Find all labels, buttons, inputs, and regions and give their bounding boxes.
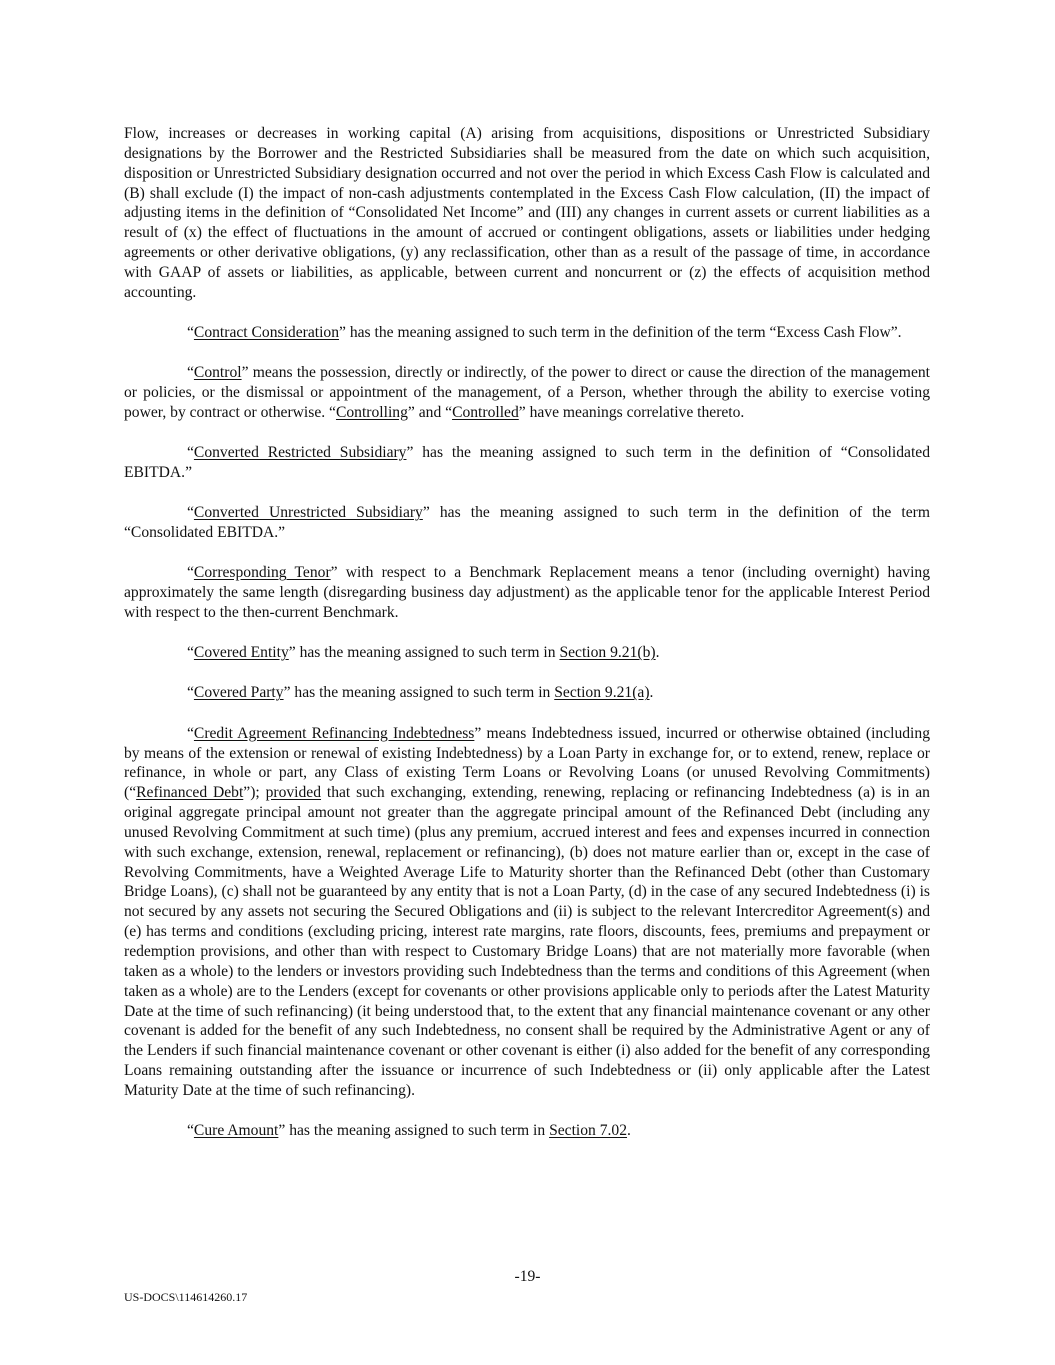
- definition-text: ” has the meaning assigned to such term in the definition of the term “Consolidated EBITDA.”: [124, 504, 930, 542]
- paragraph-flow-continuation: Flow, increases or decreases in working capital (A) arising from acquisitions, dispositions or Unrestricted Subsidiary designations by the Borrower and the Restricted Subsidiaries shall be measured from the date on which such acquisition, disposition or Unrestricted Subsidiary designation occurred and not over the period in which Excess Cash Flow is calculated and (B) shall exclude (I) the impact of non-cash adjustments contemplated in the Excess Cash Flow calculation, (II) the impact of adjusting items in the definition of “Consolidated Net Income” and (III) any changes in current assets or current liabilities as a result of (x) the effect of fluctuations in the amount of accrued or contingent obligations, assets or liabilities under hedging agreements or other derivative obligations, (y) any reclassification, other than as a result of the passage of time, in accordance with GAAP of assets or liabilities, as applicable, between current and noncurrent or (z) the effects of acquisition method accounting.: [124, 125, 930, 301]
- open-quote: “: [187, 564, 194, 582]
- defined-term-credit-agreement-refinancing-indebtedness: Credit Agreement Refinancing Indebtedness: [193, 724, 475, 742]
- document-page: [124, 124, 930, 1161]
- definition-covered-entity: [124, 643, 930, 663]
- definition-control: [124, 363, 930, 423]
- document-id: US-DOCS\114614260.17: [124, 1290, 248, 1304]
- definition-converted-restricted-subsidiary: [124, 443, 930, 483]
- page-number: -19-: [514, 1268, 541, 1285]
- open-quote: “: [187, 644, 194, 662]
- definition-credit-agreement-refinancing-indebtedness: [124, 724, 930, 1101]
- definition-text: ” means the possession, directly or indirectly, of the power to direct or cause the direction of the management or policies, or the dismissal or appointment of the management, of a Person, whether through the ability to exercise voting power, by contract or otherwise. “: [124, 364, 930, 421]
- defined-term-covered-entity: Covered Entity: [193, 644, 289, 662]
- definition-text: .: [649, 684, 654, 702]
- section-reference-7-02: Section 7.02: [549, 1122, 628, 1140]
- defined-term-cure-amount: Cure Amount: [193, 1122, 279, 1140]
- defined-term-controlled: Controlled: [452, 403, 519, 421]
- definition-text: ” has the meaning assigned to such term in: [283, 684, 555, 702]
- open-quote: “: [187, 364, 194, 382]
- definition-text: ” with respect to a Benchmark Replacement means a tenor (including overnight) having approximately the same length (disregarding business day adjustment) as the applicable tenor for the applicable Interest Period with respect to the then-current Benchmark.: [124, 564, 930, 621]
- open-quote: “: [187, 504, 194, 522]
- defined-term-converted-restricted-subsidiary: Converted Restricted Subsidiary: [193, 444, 407, 462]
- defined-term-corresponding-tenor: Corresponding Tenor: [193, 564, 331, 582]
- definition-corresponding-tenor: [124, 563, 930, 623]
- defined-term-contract-consideration: Contract Consideration: [193, 323, 340, 341]
- open-quote: “: [187, 323, 194, 341]
- definition-contract-consideration: [124, 323, 930, 343]
- definition-text: ” means Indebtedness issued, incurred or otherwise obtained (including by means of the extension or renewal of existing Indebtedness) by a Loan Party in exchange for, or to extend, renew, replace or refinance, in whole or part, any Class of existing Term Loans or Revolving Loans (or unused Revolving Commitments) (“: [124, 724, 930, 802]
- defined-term-control: Control: [193, 364, 242, 382]
- definition-text: .: [655, 644, 660, 662]
- section-reference-9-21-b: Section 9.21(b): [559, 644, 656, 662]
- section-reference-9-21-a: Section 9.21(a): [554, 684, 650, 702]
- definition-text: that such exchanging, extending, renewing, replacing or refinancing Indebtedness (a) is in an original aggregate principal amount not greater than the aggregate principal amount of the Refinanced Debt (including any unused Revolving Commitment at such time) (plus any premium, accrued interest and fees and expenses incurred in connection with such exchange, extension, renewal, replacement or refinancing), (b) does not mature earlier than or, except in the case of Revolving Commitments, have a Weighted Average Life to Maturity shorter than the Refinanced Debt (other than Customary Bridge Loans), (c) shall not be guaranteed by any entity that is not a Loan Party, (d) in the case of any secured Indebtedness (i) is not secured by any assets not securing the Secured Obligations and (ii) is subject to the relevant Intercreditor Agreement(s) and (e) has terms and conditions (excluding pricing, interest rate margins, rate floors, discounts, fees, premiums and prepayment or redemption provisions, and other than with respect to Customary Bridge Loans) that are not materially more favorable (when taken as a whole) to the lenders or investors providing such Indebtedness than the terms and conditions of this Agreement (when taken as a whole) are to the Lenders (except for covenants or other provisions applicable only to periods after the Latest Maturity Date at the time of such refinancing) (it being understood that, to the extent that any financial maintenance covenant or any other covenant is added for the benefit of any such Indebtedness, no consent shall be required by the Administrative Agent or any of the Lenders if such financial maintenance covenant or other covenant is either (i) also added for the benefit of any corresponding Loans remaining outstanding after the issuance or incurrence of such Indebtedness or (ii) only applicable after the Latest Maturity Date at the time of such refinancing).: [124, 784, 930, 1099]
- defined-term-refinanced-debt: Refinanced Debt: [136, 784, 244, 802]
- definition-text: ” has the meaning assigned to such term in: [288, 644, 560, 662]
- definition-text: ” have meanings correlative thereto.: [518, 403, 745, 421]
- definition-text: ”);: [243, 784, 266, 802]
- open-quote: “: [187, 724, 194, 742]
- definition-text: .: [627, 1122, 631, 1140]
- open-quote: “: [187, 444, 194, 462]
- definition-cure-amount: [124, 1121, 930, 1141]
- defined-term-converted-unrestricted-subsidiary: Converted Unrestricted Subsidiary: [193, 504, 423, 522]
- definition-converted-unrestricted-subsidiary: [124, 503, 930, 543]
- proviso-provided: provided: [265, 784, 322, 802]
- defined-term-controlling: Controlling: [335, 403, 408, 421]
- defined-term-covered-party: Covered Party: [193, 684, 284, 702]
- definition-covered-party: [124, 683, 930, 703]
- definition-text: ” and “: [407, 403, 453, 421]
- definition-text: ” has the meaning assigned to such term in the definition of “Consolidated EBITDA.”: [124, 444, 930, 481]
- open-quote: “: [187, 1122, 194, 1140]
- definition-text: ” has the meaning assigned to such term in: [278, 1122, 550, 1140]
- definition-text: ” has the meaning assigned to such term in the definition of the term “Excess Cash Flow”.: [339, 323, 902, 341]
- open-quote: “: [187, 684, 194, 702]
